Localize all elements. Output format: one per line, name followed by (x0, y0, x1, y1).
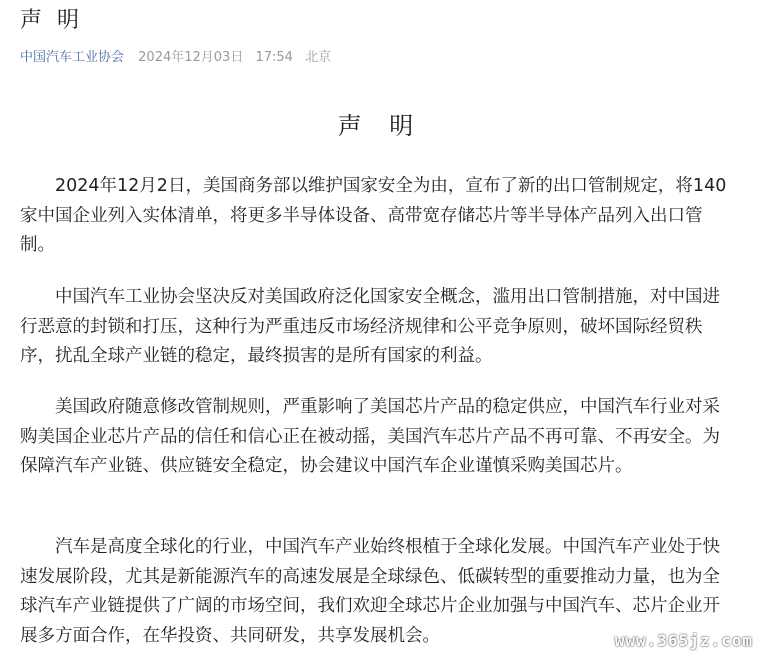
article-meta (20, 49, 331, 67)
page-title: 声 明 (20, 8, 83, 33)
publish-location: 北京 (305, 50, 332, 65)
paragraph-2: 中国汽车工业协会坚决反对美国政府泛化国家安全概念，滥用出口管制措施，对中国进行恶意的封锁和打压，这种行为严重违反市场经济规律和公平竞争原则，破坏国际经贸秩序，扰乱全球产业链的稳定，最终损害的是所有国家的利益。 (20, 287, 720, 366)
paragraph-1: 2024年12月2日，美国商务部以维护国家安全为由，宣布了新的出口管制规定，将140家中国企业列入实体清单，将更多半导体设备、高带宽存储芯片等半导体产品列入出口管制。 (20, 176, 727, 255)
site-watermark: www.365jz.com (614, 631, 753, 650)
document-title: 声 明 (337, 112, 424, 140)
source-link[interactable]: 中国汽车工业协会 (20, 50, 125, 65)
paragraph-4: 汽车是高度全球化的行业，中国汽车产业始终根植于全球化发展。中国汽车产业处于快速发展阶段，尤其是新能源汽车的高速发展是全球绿色、低碳转型的重要推动力量，也为全球汽车产业链提供了广阔的市场空间，我们欢迎全球芯片企业加强与中国汽车、芯片企业开展多方面合作，在华投资、共同研发，共享发展机会。 (20, 537, 720, 646)
paragraph-3: 美国政府随意修改管制规则，严重影响了美国芯片产品的稳定供应，中国汽车行业对采购美国企业芯片产品的信任和信心正在被动摇，美国汽车芯片产品不再可靠、不再安全。为保障汽车产业链、供应链安全稳定，协会建议中国汽车企业谨慎采购美国芯片。 (20, 397, 720, 476)
publish-time: 17:54 (255, 50, 293, 65)
publish-date: 2024年12月03日 (138, 50, 244, 65)
